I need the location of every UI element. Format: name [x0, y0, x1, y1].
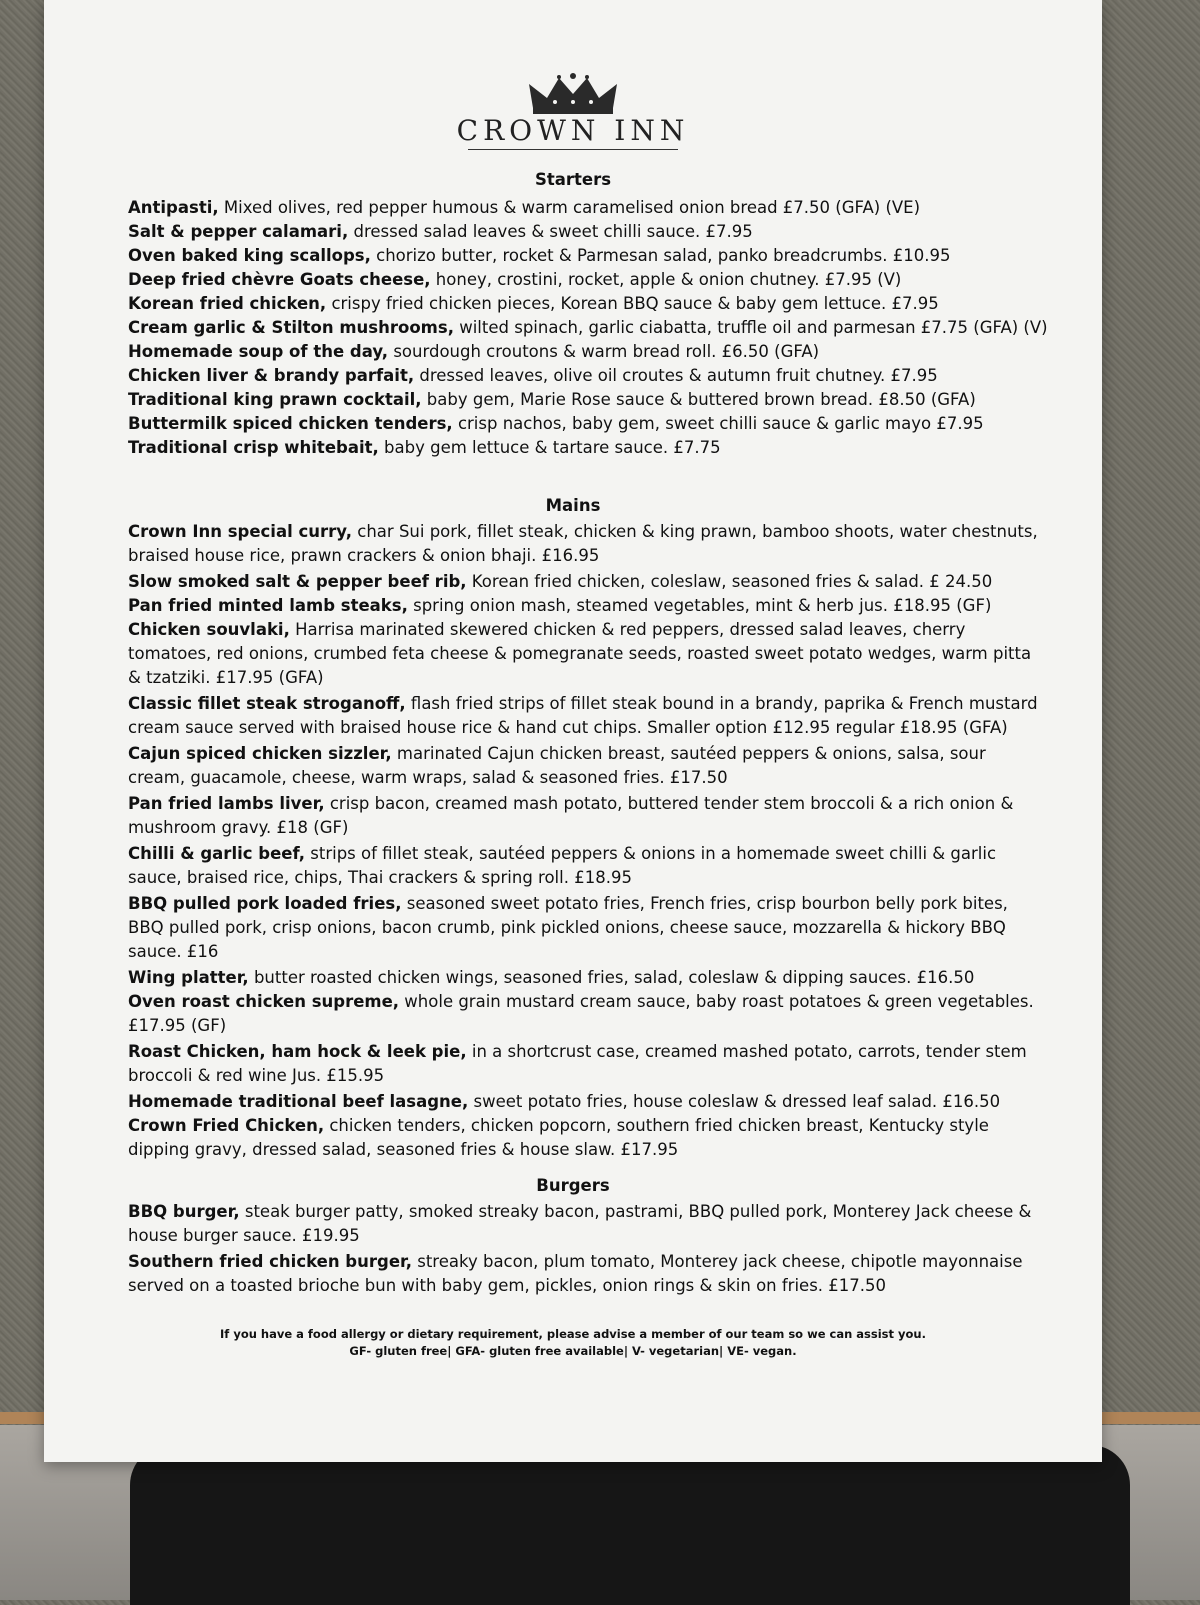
menu-item-description: Mixed olives, red pepper humous & warm caramelised onion bread £7.50 (GFA) (VE) [218, 198, 921, 217]
menu-item-name: Korean fried chicken, [128, 294, 327, 313]
menu-item-description: whole grain mustard cream sauce, baby roast potatoes & green vegetables. £17.95 (GF) [128, 992, 1034, 1035]
menu-item-description: in a shortcrust case, creamed mashed potato, carrots, tender stem broccoli & red wine Jus. £15.95 [128, 1042, 1027, 1085]
section-title-starters: Starters [534, 170, 612, 189]
menu-item-name: Pan fried lambs liver, [128, 794, 325, 813]
menu-item [128, 1200, 1048, 1248]
menu-item-description: marinated Cajun chicken breast, sautéed peppers & onions, salsa, sour cream, guacamole, cheese, warm wraps, salad & seasoned fries. £17.50 [128, 744, 986, 787]
menu-item-description: strips of fillet steak, sautéed peppers & onions in a homemade sweet chilli & garlic sauce, braised rice, chips, Thai crackers & spring roll. £18.95 [128, 844, 997, 887]
menu-item-description: honey, crostini, rocket, apple & onion chutney. £7.95 (V) [430, 270, 902, 289]
menu-item-name: Wing platter, [128, 968, 249, 987]
menu-item [128, 436, 1048, 460]
menu-item-name: Traditional crisp whitebait, [128, 438, 379, 457]
menu-item-name: Traditional king prawn cocktail, [128, 390, 422, 409]
menu-item [128, 268, 1048, 292]
menu-item-name: Oven roast chicken supreme, [128, 992, 400, 1011]
menu-item-name: Crown Inn special curry, [128, 522, 353, 541]
menu-item [128, 792, 1048, 840]
allergy-notice [44, 1326, 1102, 1360]
menu-item-name: Salt & pepper calamari, [128, 222, 349, 241]
menu-item-name: Deep fried chèvre Goats cheese, [128, 270, 431, 289]
menu-item [128, 1040, 1048, 1088]
menu-item-name: Southern fried chicken burger, [128, 1252, 412, 1271]
menu-item-description: crispy fried chicken pieces, Korean BBQ sauce & baby gem lettuce. £7.95 [326, 294, 939, 313]
menu-item [128, 340, 1048, 364]
menu-item [128, 292, 1048, 316]
menu-item-name: BBQ burger, [128, 1202, 240, 1221]
menu-item-description: seasoned sweet potato fries, French fries, crisp bourbon belly pork bites, BBQ pulled pork, crisp onions, bacon crumb, pink pickled onions, cheese sauce, mozzarella & hickory BBQ sauce. £16 [128, 894, 1008, 961]
brand-underline [468, 149, 678, 150]
menu-item [128, 220, 1048, 244]
menu-item-description: wilted spinach, garlic ciabatta, truffle oil and parmesan £7.75 (GFA) (V) [453, 318, 1048, 337]
menu-item-name: Oven baked king scallops, [128, 246, 371, 265]
menu-item-name: Crown Fried Chicken, [128, 1116, 325, 1135]
menu-sheet [44, 0, 1102, 1462]
menu-item-description: streaky bacon, plum tomato, Monterey jack cheese, chipotle mayonnaise served on a toasted brioche bun with baby gem, pickles, onion rings & skin on fries. £17.50 [128, 1252, 1023, 1295]
menu-item-name: Slow smoked salt & pepper beef rib, [128, 572, 467, 591]
menu-item-description: chorizo butter, rocket & Parmesan salad, panko breadcrumbs. £10.95 [370, 246, 951, 265]
menu-item-description: sourdough croutons & warm bread roll. £6.50 (GFA) [388, 342, 820, 361]
menu-item [128, 1250, 1048, 1298]
menu-item-name: Homemade traditional beef lasagne, [128, 1092, 469, 1111]
menu-item [128, 842, 1048, 890]
chair [130, 1445, 1130, 1605]
menu-item [128, 618, 1048, 690]
menu-item-name: Pan fried minted lamb steaks, [128, 596, 408, 615]
menu-item-description: spring onion mash, steamed vegetables, mint & herb jus. £18.95 (GF) [407, 596, 992, 615]
crown-icon [525, 72, 621, 116]
menu-item-description: steak burger patty, smoked streaky bacon, pastrami, BBQ pulled pork, Monterey Jack cheese & house burger sauce. £19.95 [128, 1202, 1032, 1245]
menu-item-name: Cajun spiced chicken sizzler, [128, 744, 392, 763]
menu-item-name: Chicken souvlaki, [128, 620, 290, 639]
menu-item-description: char Sui pork, fillet steak, chicken & king prawn, bamboo shoots, water chestnuts, braised house rice, prawn crackers & onion bhaji. £16.95 [128, 522, 1038, 565]
logo [44, 72, 1102, 150]
menu-item [128, 388, 1048, 412]
menu-item [128, 990, 1048, 1038]
menu-item [128, 692, 1048, 740]
menu-item-description: Korean fried chicken, coleslaw, seasoned fries & salad. £ 24.50 [466, 572, 993, 591]
menu-item-name: Cream garlic & Stilton mushrooms, [128, 318, 454, 337]
menu-item [128, 520, 1048, 568]
menu-item-description: chicken tenders, chicken popcorn, southern fried chicken breast, Kentucky style dipping gravy, dressed salad, seasoned fries & house slaw. £17.95 [128, 1116, 989, 1159]
menu-item-description: crisp nachos, baby gem, sweet chilli sauce & garlic mayo £7.95 [452, 414, 984, 433]
menu-item-description: dressed leaves, olive oil croutes & autumn fruit chutney. £7.95 [414, 366, 938, 385]
menu-item-name: Antipasti, [128, 198, 219, 217]
allergy-notice-line: If you have a food allergy or dietary requirement, please advise a member of our team so we can assist you. [220, 1327, 926, 1341]
menu-item-description: butter roasted chicken wings, seasoned fries, salad, coleslaw & dipping sauces. £16.50 [248, 968, 975, 987]
brand-name: CROWN INN [456, 114, 690, 147]
menu-item-description: flash fried strips of fillet steak bound in a brandy, paprika & French mustard cream sauce served with braised house rice & hand cut chips. Smaller option £12.95 regular £18.95 (GFA) [128, 694, 1038, 737]
menu-item [128, 316, 1048, 340]
menu-item [128, 570, 1048, 594]
menu-item [128, 196, 1048, 220]
section-title-burgers: Burgers [536, 1176, 610, 1195]
menu-item-name: Chicken liver & brandy parfait, [128, 366, 415, 385]
menu-item [128, 742, 1048, 790]
menu-item-description: sweet potato fries, house coleslaw & dressed leaf salad. £16.50 [468, 1092, 1001, 1111]
menu-item-description: crisp bacon, creamed mash potato, buttered tender stem broccoli & a rich onion & mushroom gravy. £18 (GF) [128, 794, 1014, 837]
menu-item [128, 892, 1048, 964]
menu-item-name: BBQ pulled pork loaded fries, [128, 894, 402, 913]
menu-item-description: Harrisa marinated skewered chicken & red peppers, dressed salad leaves, cherry tomatoes, red onions, crumbed feta cheese & pomegranate seeds, roasted sweet potato wedges, warm pitta & tzatziki. £17.95 (GFA) [128, 620, 1032, 687]
menu-item-name: Buttermilk spiced chicken tenders, [128, 414, 453, 433]
menu-item [128, 594, 1048, 618]
menu-item [128, 966, 1048, 990]
menu-item-description: baby gem, Marie Rose sauce & buttered brown bread. £8.50 (GFA) [421, 390, 976, 409]
menu-item-description: dressed salad leaves & sweet chilli sauce. £7.95 [348, 222, 753, 241]
dietary-key: GF- gluten free| GFA- gluten free available| V- vegetarian| VE- vegan. [349, 1344, 797, 1358]
menu-item [128, 1090, 1048, 1114]
menu-item [128, 244, 1048, 268]
menu-item-name: Chilli & garlic beef, [128, 844, 306, 863]
menu-item-name: Classic fillet steak stroganoff, [128, 694, 406, 713]
menu-item [128, 1114, 1048, 1162]
menu-item-name: Roast Chicken, ham hock & leek pie, [128, 1042, 467, 1061]
menu-item-name: Homemade soup of the day, [128, 342, 389, 361]
section-title-mains: Mains [545, 496, 601, 515]
menu-item-description: baby gem lettuce & tartare sauce. £7.75 [378, 438, 721, 457]
menu-item [128, 364, 1048, 388]
menu-item [128, 412, 1048, 436]
